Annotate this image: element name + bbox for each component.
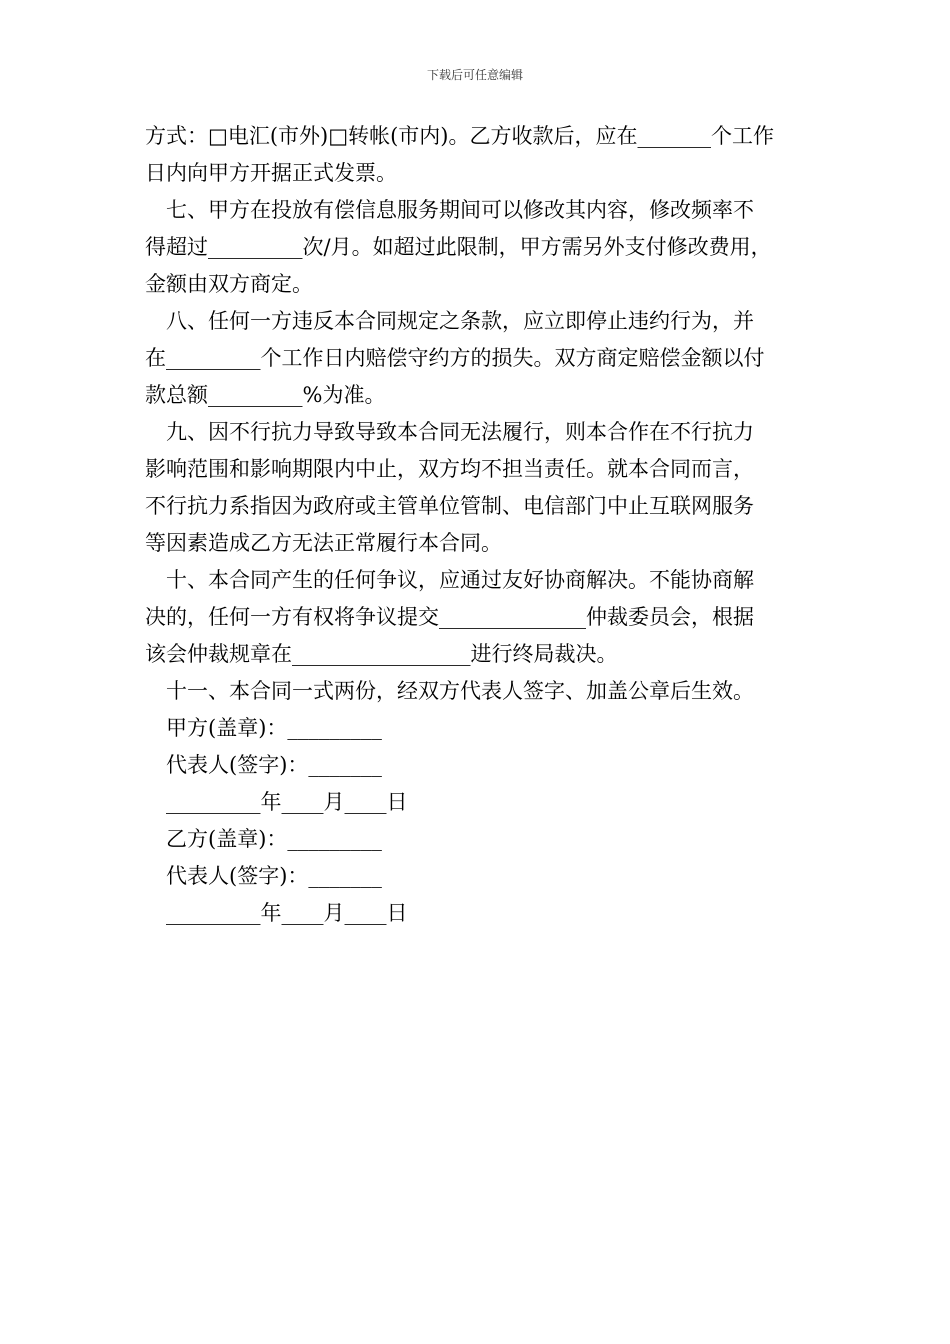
party-a-seal: 甲方(盖章)：_________ <box>166 716 382 740</box>
party-a-date: _________年____月____日 <box>166 790 408 814</box>
party-a-representative: 代表人(签字)：_______ <box>166 753 382 777</box>
clause-9-line: 九、因不行抗力导致导致本合同无法履行，则本合作在不行抗力 <box>166 420 754 444</box>
text-line: 款总额_________%为准。 <box>145 383 386 407</box>
clause-11-line: 十一、本合同一式两份，经双方代表人签字、加盖公章后生效。 <box>166 679 754 703</box>
text-line: 决的，任何一方有权将争议提交______________仲裁委员会，根据 <box>145 605 754 629</box>
text-line: 在_________个工作日内赔偿守约方的损失。双方商定赔偿金额以付 <box>145 346 765 370</box>
party-b-seal: 乙方(盖章)：_________ <box>166 827 382 851</box>
clause-7-line: 七、甲方在投放有偿信息服务期间可以修改其内容，修改频率不 <box>166 198 754 222</box>
text-line: 日内向甲方开据正式发票。 <box>145 161 397 185</box>
clause-8-line: 八、任何一方违反本合同规定之条款，应立即停止违约行为，并 <box>166 309 754 333</box>
clause-10-line: 十、本合同产生的任何争议，应通过友好协商解决。不能协商解 <box>166 568 754 592</box>
document-body <box>145 118 835 932</box>
party-b-representative: 代表人(签字)：_______ <box>166 864 382 888</box>
text-line: 得超过_________次/月。如超过此限制，甲方需另外支付修改费用， <box>145 235 772 259</box>
page-header: 下载后可任意编辑 <box>426 68 523 82</box>
text-line: 不行抗力系指因为政府或主管单位管制、电信部门中止互联网服务 <box>145 494 754 518</box>
text-line: 金额由双方商定。 <box>145 272 313 296</box>
text-line: 影响范围和影响期限内中止，双方均不担当责任。就本合同而言， <box>145 457 754 481</box>
party-b-date: _________年____月____日 <box>166 901 408 925</box>
text-line: 等因素造成乙方无法正常履行本合同。 <box>145 531 502 555</box>
text-line: 方式：□电汇(市外)□转帐(市内)。乙方收款后，应在_______个工作 <box>145 124 774 148</box>
text-line: 该会仲裁规章在_________________进行终局裁决。 <box>145 642 618 666</box>
